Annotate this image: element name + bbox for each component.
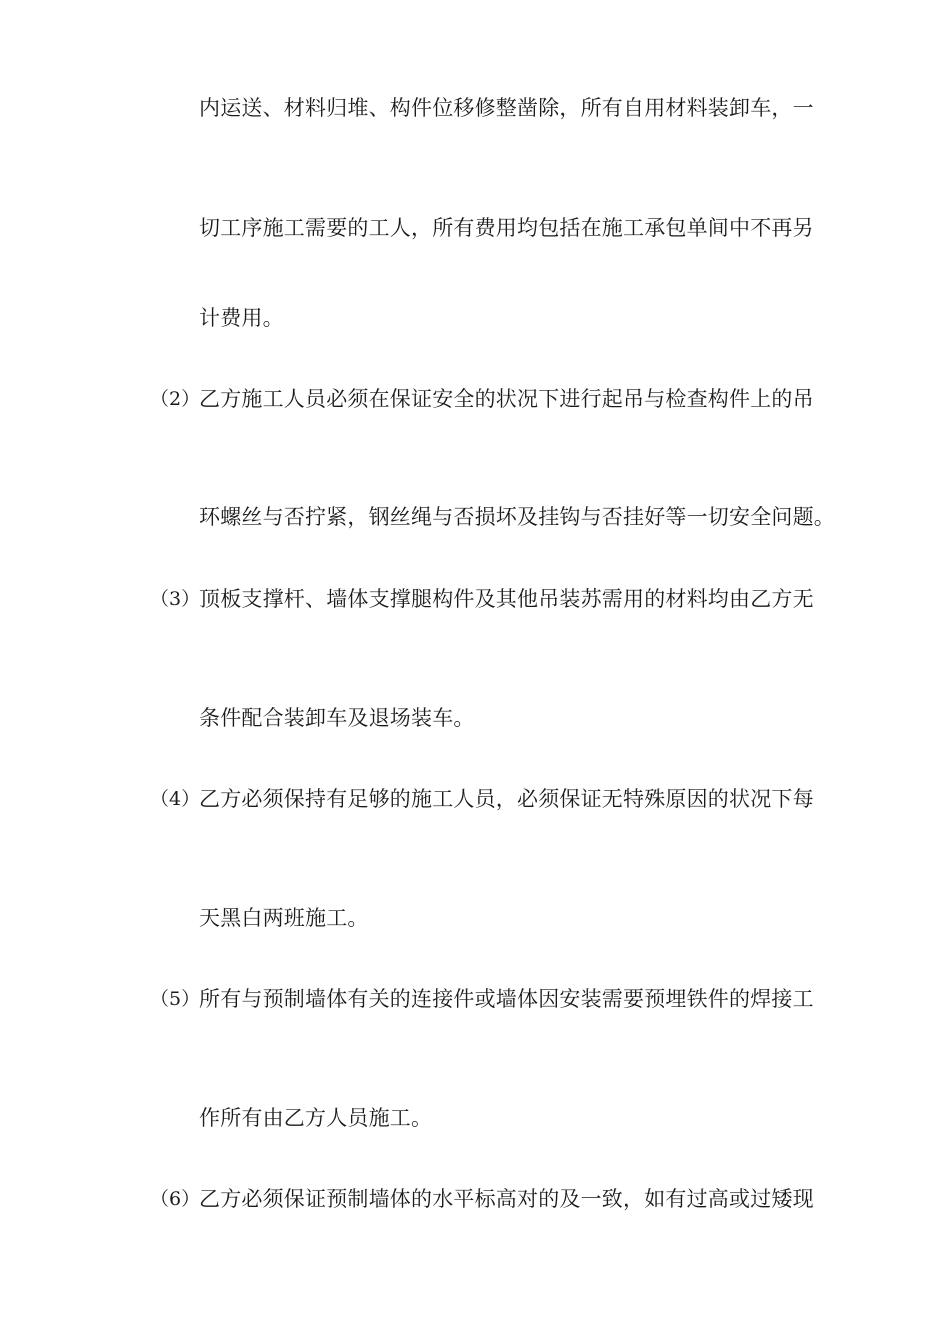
item-marker-4: （4） xyxy=(150,788,201,810)
item-3-line-2: 条件配合装卸车及退场装车。 xyxy=(199,706,475,730)
body-line-2: 切工序施工需要的工人，所有费用均包括在施工承包单间中不再另 xyxy=(199,216,814,240)
body-line-1: 内运送、材料归堆、构件位移修整凿除，所有自用材料装卸车，一 xyxy=(199,96,814,120)
item-marker-6: （6） xyxy=(150,1188,201,1210)
item-marker-3: （3） xyxy=(150,588,201,610)
item-4-line-2: 天黑白两班施工。 xyxy=(199,906,369,930)
body-line-3: 计费用。 xyxy=(199,306,284,330)
item-2-line-2: 环螺丝与否拧紧，钢丝绳与否损坏及挂钩与否挂好等一切安全问题。 xyxy=(199,505,835,529)
item-6-line-1: 乙方必须保证预制墙体的水平标高对的及一致，如有过高或过矮现 xyxy=(199,1187,814,1211)
item-4-line-1: 乙方必须保持有足够的施工人员，必须保证无特殊原因的状况下每 xyxy=(199,787,814,811)
item-5-line-2: 作所有由乙方人员施工。 xyxy=(199,1106,433,1130)
item-3-line-1: 顶板支撑杆、墙体支撑腿构件及其他吊装苏需用的材料均由乙方无 xyxy=(199,587,814,611)
item-5-line-1: 所有与预制墙体有关的连接件或墙体因安装需要预埋铁件的焊接工 xyxy=(199,987,814,1011)
item-2-line-1: 乙方施工人员必须在保证安全的状况下进行起吊与检查构件上的吊 xyxy=(199,387,814,411)
item-marker-2: （2） xyxy=(150,388,201,410)
item-marker-5: （5） xyxy=(150,988,201,1010)
